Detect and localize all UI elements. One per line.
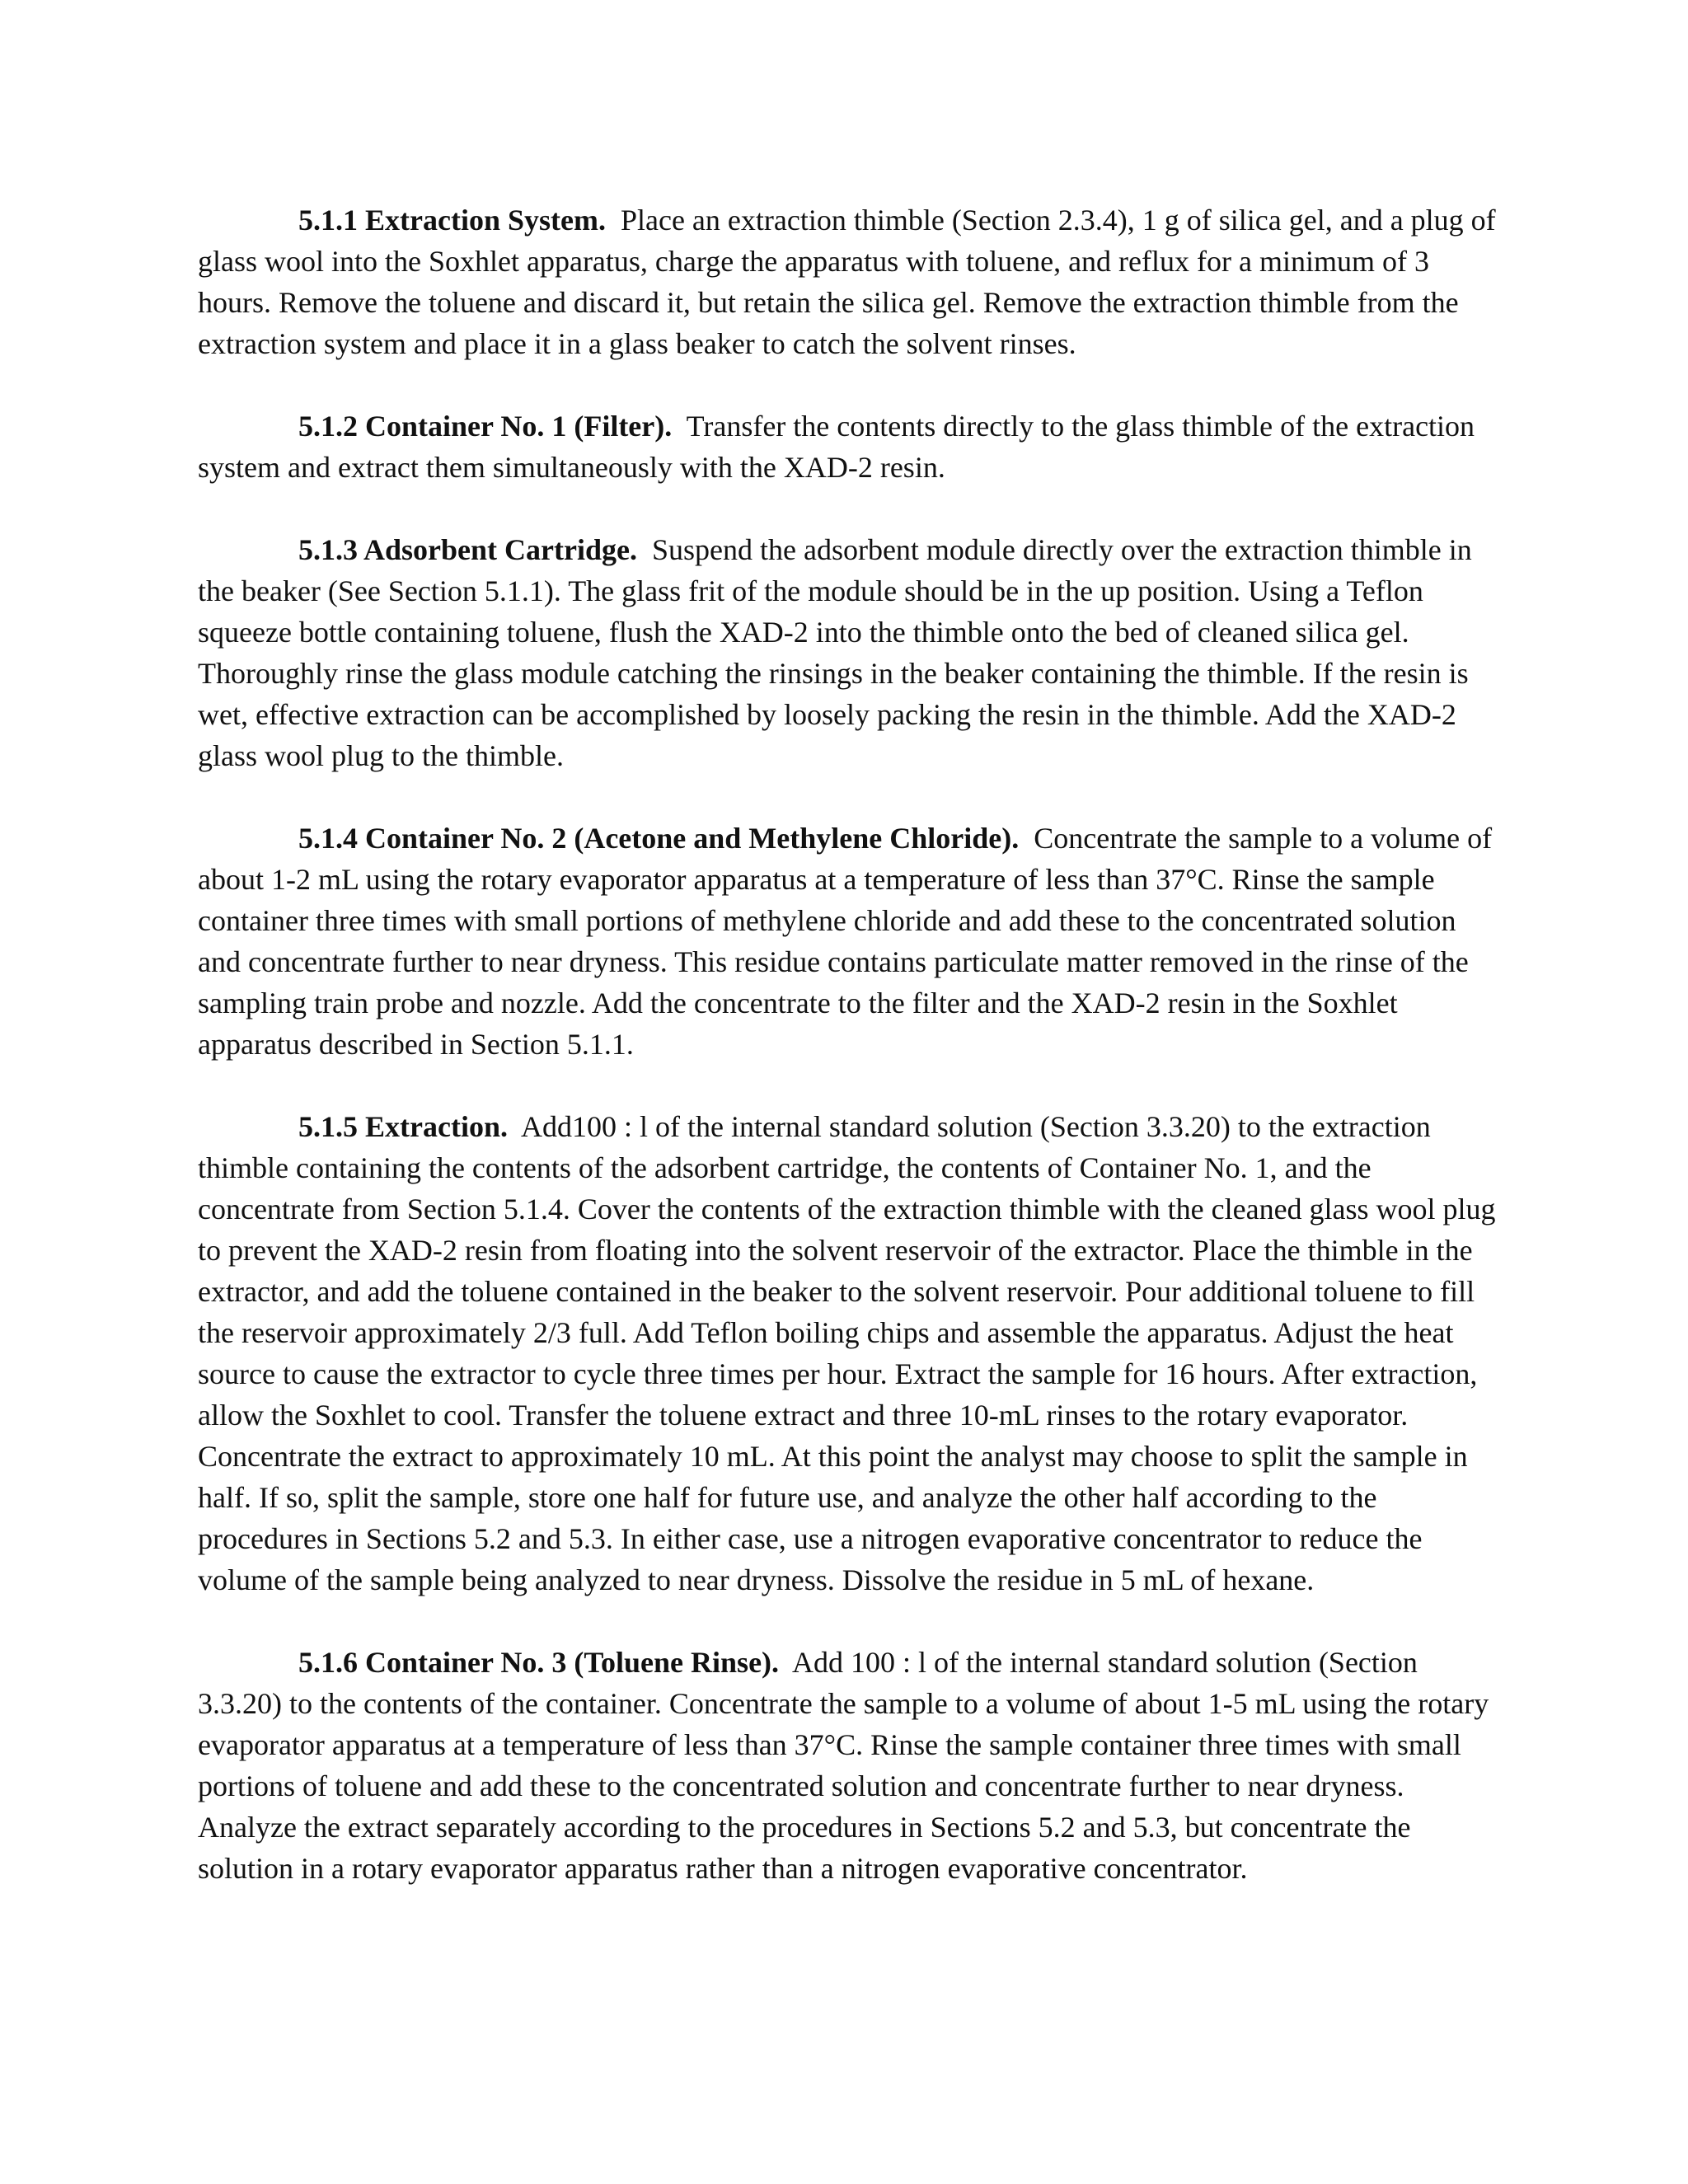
section-5-1-2	[198, 405, 1500, 488]
section-heading: 5.1.5 Extraction.	[298, 1110, 508, 1143]
section-5-1-3	[198, 529, 1500, 776]
section-text: Transfer the contents directly to the glass thimble of the extraction system and extract them simultaneously with the XAD-2 resin.	[198, 410, 1475, 484]
section-heading: 5.1.1 Extraction System.	[298, 204, 606, 237]
section-heading: 5.1.4 Container No. 2 (Acetone and Methylene Chloride).	[298, 822, 1020, 855]
section-5-1-1	[198, 199, 1500, 364]
section-heading: 5.1.2 Container No. 1 (Filter).	[298, 410, 673, 443]
section-text: Add100 : l of the internal standard solution (Section 3.3.20) to the extraction thimble containing the contents of the adsorbent cartridge, the contents of Container No. 1, and the concentrate from Section 5.1.4. Cover the contents of the extraction thimble with the cleaned glass wool plug to prevent the XAD-2 resin from floating into the solvent reservoir of the extractor. Place the thimble in the extractor, and add the toluene contained in the beaker to the solvent reservoir. Pour additional toluene to fill the reservoir approximately 2/3 full. Add Teflon boiling chips and assemble the apparatus. Adjust the heat source to cause the extractor to cycle three times per hour. Extract the sample for 16 hours. After extraction, allow the Soxhlet to cool. Transfer the toluene extract and three 10-mL rinses to the rotary evaporator. Concentrate the extract to approximately 10 mL. At this point the analyst may choose to split the sample in half. If so, split the sample, store one half for future use, and analyze the other half according to the procedures in Sections 5.2 and 5.3. In either case, use a nitrogen evaporative concentrator to reduce the volume of the sample being analyzed to near dryness. Dissolve the residue in 5 mL of hexane.	[198, 1110, 1496, 1596]
section-text: Add 100 : l of the internal standard solution (Section 3.3.20) to the contents of the container. Concentrate the sample to a volume of about 1-5 mL using the rotary evaporator apparatus at a temperature of less than 37°C. Rinse the sample container three times with small portions of toluene and add these to the concentrated solution and concentrate further to near dryness. Analyze the extract separately according to the procedures in Sections 5.2 and 5.3, but concentrate the solution in a rotary evaporator apparatus rather than a nitrogen evaporative concentrator.	[198, 1646, 1489, 1885]
section-text: Place an extraction thimble (Section 2.3.4), 1 g of silica gel, and a plug of glass wool into the Soxhlet apparatus, charge the apparatus with toluene, and reflux for a minimum of 3 hours. Remove the toluene and discard it, but retain the silica gel. Remove the extraction thimble from the extraction system and place it in a glass beaker to catch the solvent rinses.	[198, 204, 1496, 360]
section-5-1-5	[198, 1106, 1500, 1601]
section-text: Concentrate the sample to a volume of about 1-2 mL using the rotary evaporator apparatus at a temperature of less than 37°C. Rinse the sample container three times with small portions of methylene chloride and add these to the concentrated solution and concentrate further to near dryness. This residue contains particulate matter removed in the rinse of the sampling train probe and nozzle. Add the concentrate to the filter and the XAD-2 resin in the Soxhlet apparatus described in Section 5.1.1.	[198, 822, 1493, 1061]
section-heading: 5.1.3 Adsorbent Cartridge.	[298, 533, 637, 566]
section-heading: 5.1.6 Container No. 3 (Toluene Rinse).	[298, 1646, 780, 1679]
section-text: Suspend the adsorbent module directly over the extraction thimble in the beaker (See Section 5.1.1). The glass frit of the module should be in the up position. Using a Teflon squeeze bottle containing toluene, flush the XAD-2 into the thimble onto the bed of cleaned silica gel. Thoroughly rinse the glass module catching the rinsings in the beaker containing the thimble. If the resin is wet, effective extraction can be accomplished by loosely packing the resin in the thimble. Add the XAD-2 glass wool plug to the thimble.	[198, 533, 1472, 772]
document-body	[198, 199, 1500, 1930]
section-5-1-6	[198, 1642, 1500, 1889]
section-5-1-4	[198, 818, 1500, 1065]
